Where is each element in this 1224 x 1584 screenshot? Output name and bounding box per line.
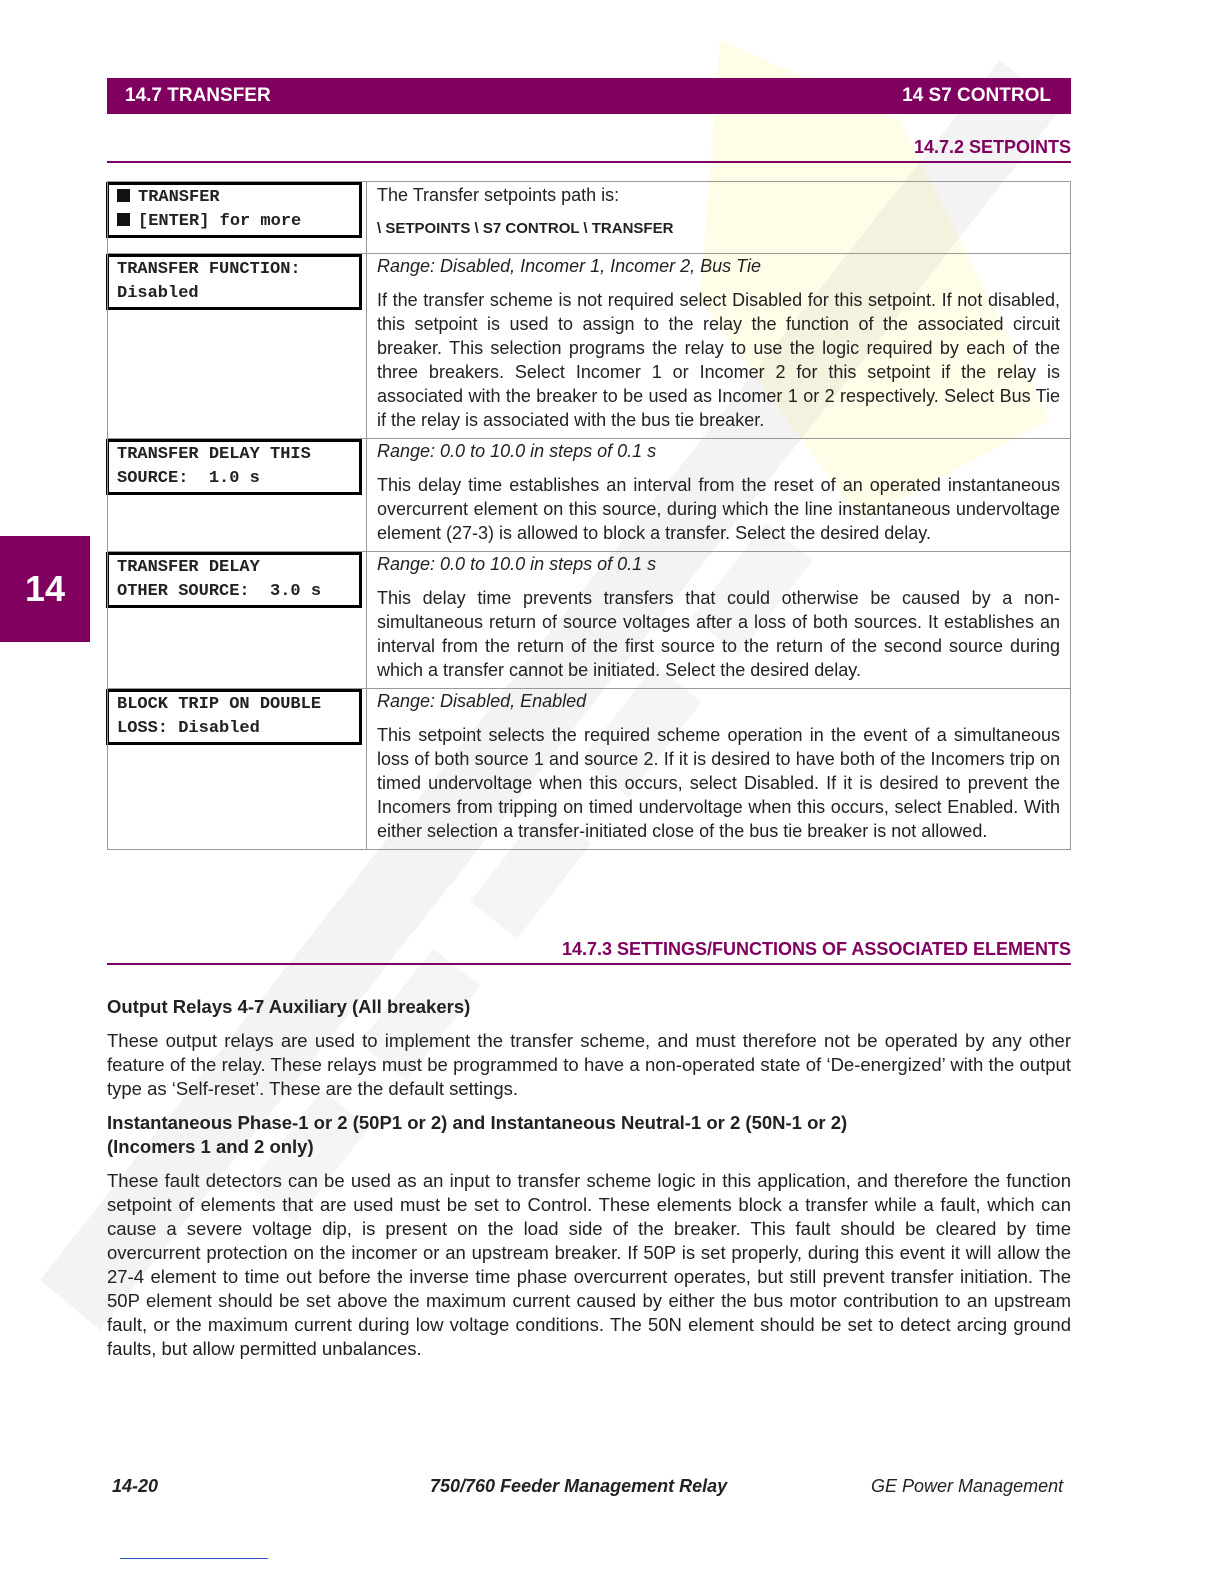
bottom-link-line — [120, 1558, 268, 1559]
subheading-instantaneous: Instantaneous Phase-1 or 2 (50P1 or 2) and Instantaneous Neutral-1 or 2 (50N-1 or 2) (Incomers 1 and 2 only) — [107, 1112, 848, 1157]
setpoint-description: This delay time prevents transfers that could otherwise be caused by a non-simultaneous return of source voltages after a loss of both sources. It establishes an interval from the return of the first source to the return of the second source during which a transfer cannot be initiated. Select the desired delay. — [377, 588, 1060, 680]
lcd-display: TRANSFER FUNCTION: Disabled — [106, 254, 362, 310]
setpoint-range: Range: 0.0 to 10.0 in steps of 0.1 s — [377, 554, 657, 574]
setpoint-range: Range: 0.0 to 10.0 in steps of 0.1 s — [377, 441, 657, 461]
header-chapter: 14 S7 CONTROL — [902, 85, 1051, 106]
footer-company: GE Power Management — [871, 1476, 1064, 1496]
setpoint-range: Range: Disabled, Incomer 1, Incomer 2, Bus Tie — [377, 256, 762, 276]
square-bullet-icon — [117, 213, 130, 226]
setpoint-description: This delay time establishes an interval from the reset of an operated instantaneous overcurrent element on this source, during which the line instantaneous undervoltage element (27-3) is allowed to block a transfer. Select the desired delay. — [377, 475, 1060, 543]
setpoints-table — [107, 181, 1071, 850]
section-title-setpoints: 14.7.2 SETPOINTS — [107, 137, 1071, 163]
page-header — [107, 78, 1071, 114]
setpoint-row-block-trip — [108, 689, 1071, 850]
square-bullet-icon — [117, 189, 130, 202]
paragraph-instantaneous: These fault detectors can be used as an input to transfer scheme logic in this application, and therefore the function setpoint of elements that are used must be set to Control. These elements block a transfer while a fault, which can cause a severe voltage dip, is present on the load side of the breaker. This fault should be cleared by time overcurrent protection on the incomer or an upstream breaker. If 50P is set properly, during this event it will allow the 27-4 element to time out before the inverse time phase overcurrent operates, but still prevent transfer initiation. The 50P element should be set above the maximum current caused by either the bus motor contribution to an upstream fault, or the maximum current during low voltage conditions. The 50N element should be set to detect arcing ground faults, but allow permitted unbalances. — [107, 1170, 1071, 1359]
setpoint-row-delay-this-source — [108, 439, 1071, 552]
setpoint-row-path — [108, 182, 1071, 254]
lcd-display: TRANSFER [ENTER] for more — [106, 182, 362, 238]
setpoint-row-delay-other-source — [108, 552, 1071, 689]
chapter-tab[interactable]: 14 — [0, 536, 90, 642]
setpoints-path: \ SETPOINTS \ S7 CONTROL \ TRANSFER — [377, 220, 674, 237]
header-section: 14.7 TRANSFER — [125, 85, 271, 106]
setpoint-row-transfer-function — [108, 254, 1071, 439]
footer-title: 750/760 Feeder Management Relay — [430, 1476, 728, 1496]
setpoint-description: If the transfer scheme is not required select Disabled for this setpoint. If not disabled, this setpoint is used to assign to the relay the function of the associated circuit breaker. This selection programs the relay to use the logic required by each of the three breakers. Select Incomer 1 or Incomer 2 for this setpoint if the relay is associated with the breaker to be used as Incomer 1 or 2 respectively. Select Bus Tie if the relay is associated with the bus tie breaker. — [377, 290, 1060, 430]
paragraph-output-relays: These output relays are used to implement the transfer scheme, and must therefore not be operated by any other feature of the relay. These relays must be programmed to have a non-operated state of ‘De-energized’ with the output type as ‘Self-reset’. These are the default settings. — [107, 1030, 1071, 1099]
lcd-display: TRANSFER DELAY OTHER SOURCE: 3.0 s — [106, 552, 362, 608]
lcd-display: BLOCK TRIP ON DOUBLE LOSS: Disabled — [106, 689, 362, 745]
subheading-output-relays: Output Relays 4-7 Auxiliary (All breakers) — [107, 996, 471, 1017]
path-intro: The Transfer setpoints path is: — [377, 185, 620, 205]
footer-page-number: 14-20 — [112, 1476, 159, 1496]
section-title-associated-elements: 14.7.3 SETTINGS/FUNCTIONS OF ASSOCIATED ELEMENTS — [107, 939, 1071, 965]
lcd-display: TRANSFER DELAY THIS SOURCE: 1.0 s — [106, 439, 362, 495]
setpoint-range: Range: Disabled, Enabled — [377, 691, 587, 711]
setpoint-description: This setpoint selects the required scheme operation in the event of a simultaneous loss of both source 1 and source 2. If it is desired to have both of the Incomers trip on timed undervoltage when this occurs, select Disabled. If it is desired to prevent the Incomers from tripping on timed undervoltage when this occurs, select Enabled. With either selection a transfer-initiated close of the bus tie breaker is not allowed. — [377, 725, 1060, 841]
body-content — [107, 995, 1071, 1371]
